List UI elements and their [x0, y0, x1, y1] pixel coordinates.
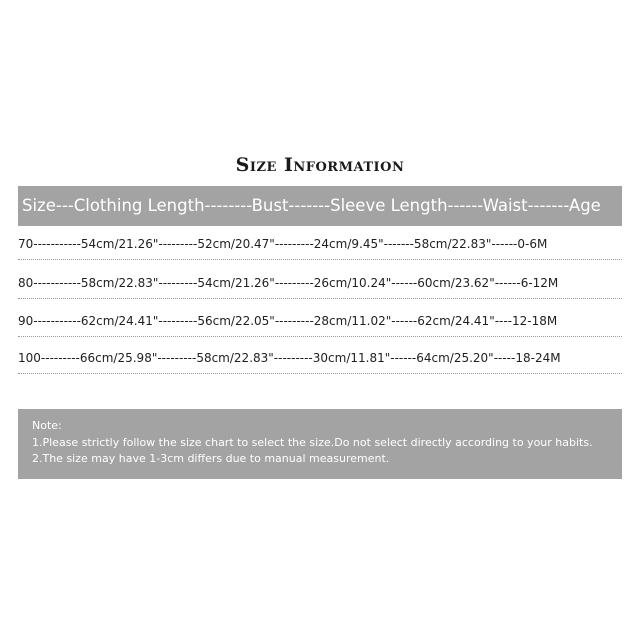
row-divider	[18, 259, 622, 260]
row-divider	[18, 298, 622, 299]
size-row-70: 70-----------54cm/21.26"---------52cm/20.47"---------24cm/9.45"-------58cm/22.83"------0-6M	[18, 237, 548, 251]
size-row-90: 90-----------62cm/24.41"---------56cm/22.05"---------28cm/11.02"------62cm/24.41"----12-18M	[18, 314, 558, 328]
size-row-80: 80-----------58cm/22.83"---------54cm/21.26"---------26cm/10.24"------60cm/23.62"------6-12M	[18, 276, 559, 290]
size-table-header: Size---Clothing Length--------Bust-------Sleeve Length------Waist-------Age	[18, 186, 622, 226]
note-heading: Note:	[32, 419, 62, 432]
size-row-100: 100---------66cm/25.98"---------58cm/22.83"---------30cm/11.81"------64cm/25.20"-----18-24M	[18, 351, 561, 365]
note-line-1: 1.Please strictly follow the size chart to select the size.Do not select directly according to your habits.	[32, 435, 593, 449]
note-box	[18, 409, 622, 479]
size-info-title: Size Information	[235, 154, 405, 176]
row-divider	[18, 373, 622, 374]
note-line-2: 2.The size may have 1-3cm differs due to manual measurement.	[32, 452, 390, 465]
row-divider	[18, 336, 622, 337]
